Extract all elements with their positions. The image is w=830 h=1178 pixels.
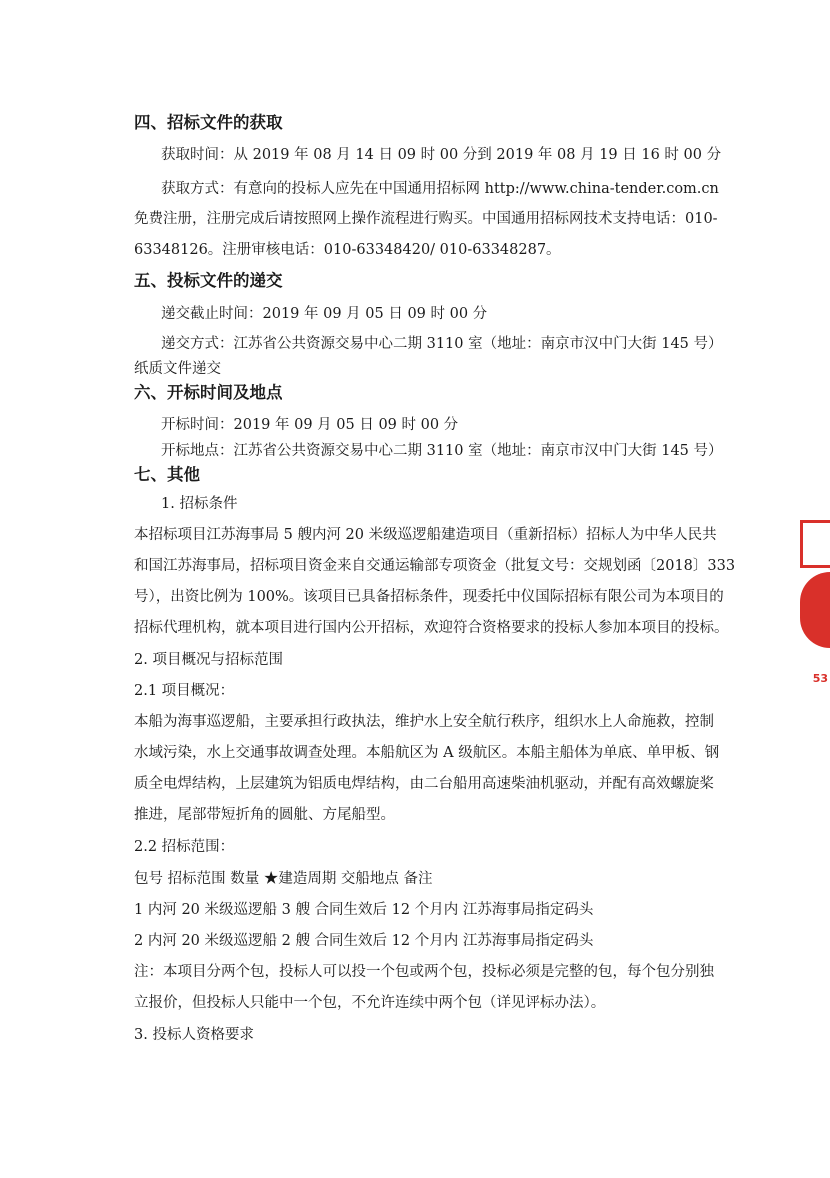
text-line: 本招标项目江苏海事局 5 艘内河 20 米级巡逻船建造项目（重新招标）招标人为中华人民共 (134, 527, 717, 543)
text-line: 和国江苏海事局，招标项目资金来自交通运输部专项资金（批复文号：交规划函〔2018〕333 (134, 558, 736, 574)
text-line: 1 内河 20 米级巡逻船 3 艘 合同生效后 12 个月内 江苏海事局指定码头 (134, 902, 594, 918)
text-line: 获取方式：有意向的投标人应先在中国通用招标网 http://www.china-tender.com.cn (161, 181, 719, 197)
text-line: 获取时间：从 2019 年 08 月 14 日 09 时 00 分到 2019 年 08 月 19 日 16 时 00 分 (161, 147, 722, 163)
text-line: 本船为海事巡逻船，主要承担行政执法，维护水上安全航行秩序，组织水上人命施救，控制 (134, 714, 714, 730)
text-line: 2. 项目概况与招标范围 (134, 652, 283, 668)
text-line: 注：本项目分两个包，投标人可以投一个包或两个包，投标必须是完整的包，每个包分别独 (134, 964, 714, 980)
text-line: 开标地点：江苏省公共资源交易中心二期 3110 室（地址：南京市汉中门大街 145 号） (161, 443, 723, 459)
text-line: 63348126。注册审核电话：010-63348420/ 010-63348287。 (134, 242, 561, 258)
text-line: 开标时间：2019 年 09 月 05 日 09 时 00 分 (161, 417, 459, 433)
text-line: 推进，尾部带短折角的圆舭、方尾船型。 (134, 807, 395, 823)
text-line: 1. 招标条件 (161, 496, 238, 512)
seal-stamp-number: 53 (812, 672, 828, 685)
section-heading: 四、招标文件的获取 (134, 113, 283, 132)
text-line: 免费注册，注册完成后请按照网上操作流程进行购买。中国通用招标网技术支持电话：010- (134, 211, 718, 227)
text-line: 立报价，但投标人只能中一个包，不允许连续中两个包（详见评标办法）。 (134, 995, 606, 1011)
section-heading: 七、其他 (134, 465, 200, 484)
text-line: 递交方式：江苏省公共资源交易中心二期 3110 室（地址：南京市汉中门大街 145 号） (161, 336, 723, 352)
text-line: 递交截止时间：2019 年 09 月 05 日 09 时 00 分 (161, 306, 488, 322)
seal-stamp-mark (800, 572, 830, 648)
section-heading: 五、投标文件的递交 (134, 271, 283, 290)
section-heading: 六、开标时间及地点 (134, 383, 283, 402)
text-line: 纸质文件递交 (134, 361, 221, 377)
text-line: 2.2 招标范围： (134, 839, 235, 855)
text-line: 号），出资比例为 100%。该项目已具备招标条件，现委托中仪国际招标有限公司为本项目的 (134, 589, 724, 605)
text-line: 质全电焊结构，上层建筑为铝质电焊结构，由二台船用高速柴油机驱动，并配有高效螺旋桨 (134, 776, 714, 792)
text-line: 水域污染，水上交通事故调查处理。本船航区为 A 级航区。本船主船体为单底、单甲板、钢 (134, 745, 720, 761)
text-line: 3. 投标人资格要求 (134, 1027, 254, 1043)
seal-stamp-top (800, 520, 830, 568)
text-line: 招标代理机构，就本项目进行国内公开招标，欢迎符合资格要求的投标人参加本项目的投标。 (134, 620, 729, 636)
text-line: 2.1 项目概况： (134, 683, 235, 699)
text-line: 2 内河 20 米级巡逻船 2 艘 合同生效后 12 个月内 江苏海事局指定码头 (134, 933, 594, 949)
text-line: 包号 招标范围 数量 ★建造周期 交船地点 备注 (134, 871, 433, 887)
